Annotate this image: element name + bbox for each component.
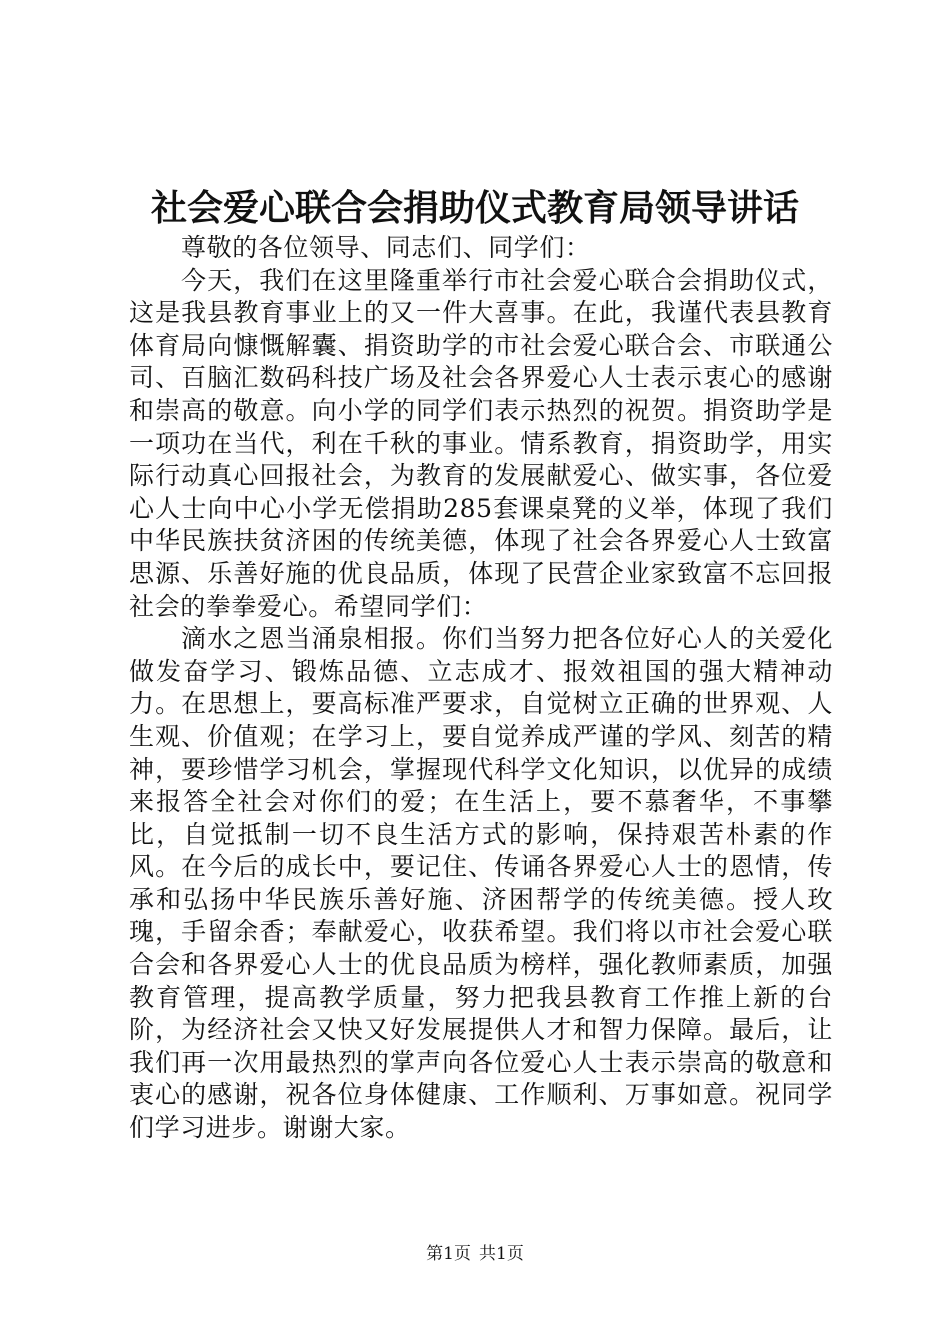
body-paragraph-1: 今天，我们在这里隆重举行市社会爱心联合会捐助仪式，这是我县教育事业上的又一件大喜事。在此，我谨代表县教育体育局向慷慨解囊、捐资助学的市社会爱心联合会、市联通公司、百脑汇数码科技广场及社会各界爱心人士表示衷心的感谢和崇高的敬意。向小学的同学们表示热烈的祝贺。捐资助学是一项功在当代，利在千秋的事业。情系教育，捐资助学，用实际行动真心回报社会，为教育的发展献爱心、做实事，各位爱心人士向中心小学无偿捐助285套课桌凳的义举，体现了我们中华民族扶贫济困的传统美德，体现了社会各界爱心人士致富思源、乐善好施的优良品质，体现了民营企业家致富不忘回报社会的拳拳爱心。希望同学们： (129, 265, 833, 621)
document-title: 社会爱心联合会捐助仪式教育局领导讲话 (150, 187, 799, 229)
page-total: 共1页 (479, 1244, 524, 1264)
page-footer (0, 1243, 950, 1265)
page-number: 第1页 (426, 1244, 471, 1264)
document-body (129, 232, 833, 1145)
body-paragraph-2: 滴水之恩当涌泉相报。你们当努力把各位好心人的关爱化做发奋学习、锻炼品德、立志成才、报效祖国的强大精神动力。在思想上，要高标准严要求，自觉树立正确的世界观、人生观、价值观；在学习上，要自觉养成严谨的学风、刻苦的精神，要珍惜学习机会，掌握现代科学文化知识，以优异的成绩来报答全社会对你们的爱；在生活上，要不慕奢华，不事攀比，自觉抵制一切不良生活方式的影响，保持艰苦朴素的作风。在今后的成长中，要记住、传诵各界爱心人士的恩情，传承和弘扬中华民族乐善好施、济困帮学的传统美德。授人玫瑰，手留余香；奉献爱心，收获希望。我们将以市社会爱心联合会和各界爱心人士的优良品质为榜样，强化教师素质，加强教育管理，提高教学质量，努力把我县教育工作推上新的台阶，为经济社会又快又好发展提供人才和智力保障。最后，让我们再一次用最热烈的掌声向各位爱心人士表示崇高的敬意和衷心的感谢，祝各位身体健康、工作顺利、万事如意。祝同学们学习进步。谢谢大家。 (129, 624, 833, 1143)
salutation-paragraph: 尊敬的各位领导、同志们、同学们： (181, 233, 591, 262)
